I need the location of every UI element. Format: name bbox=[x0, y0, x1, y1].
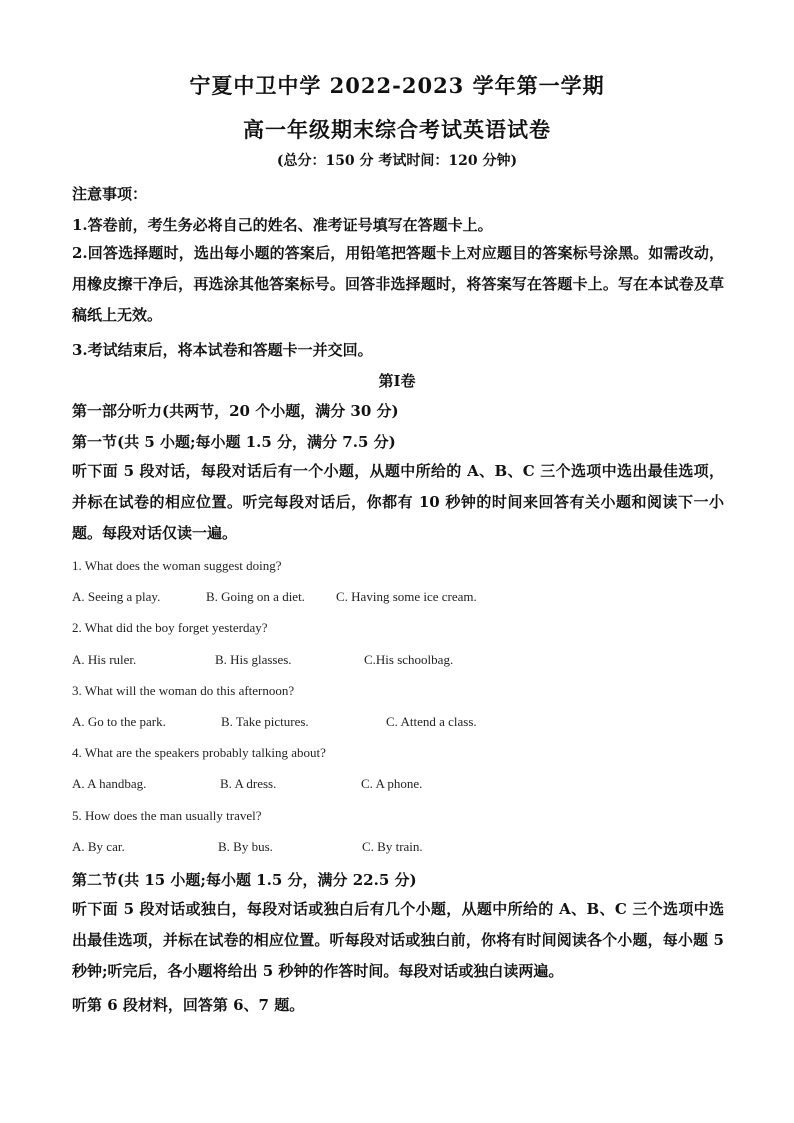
question-2-option-c: C.His schoolbag. bbox=[364, 652, 454, 667]
notes-item-3: 3.考试结束后，将本试卷和答题卡一并交回。 bbox=[72, 341, 373, 359]
section1-instructions: 听下面 5 段对话，每段对话后有一个小题，从题中所给的 A、B、C 三个选项中选出最佳选项，并标在试卷的相应位置。听完每段对话后，你都有 10 秒钟的时间来回答有关小题和阅读下一小题。每段对话仅读一遍。 bbox=[72, 462, 724, 542]
question-4-option-b: B. A dress. bbox=[220, 776, 277, 791]
exam-title-line2: 高一年级期末综合考试英语试卷 bbox=[243, 117, 551, 142]
question-4-option-c: C. A phone. bbox=[361, 776, 423, 791]
question-stem-2: 2. What did the boy forget yesterday? bbox=[72, 620, 268, 635]
question-1-option-b: B. Going on a diet. bbox=[206, 589, 305, 604]
question-stem-1: 1. What does the woman suggest doing? bbox=[72, 558, 282, 573]
question-5-option-b: B. By bus. bbox=[218, 839, 273, 854]
notes-item-1: 1.答卷前，考生务必将自己的姓名、准考证号填写在答题卡上。 bbox=[72, 216, 493, 234]
question-stem-4: 4. What are the speakers probably talking about? bbox=[72, 745, 326, 760]
exam-subtitle: (总分：150 分 考试时间：120 分钟) bbox=[276, 153, 518, 169]
question-1-option-c: C. Having some ice cream. bbox=[336, 589, 477, 604]
exam-title-line1: 宁夏中卫中学 2022-2023 学年第一学期 bbox=[189, 73, 605, 98]
question-1-option-a: A. Seeing a play. bbox=[72, 589, 161, 604]
question-2-option-b: B. His glasses. bbox=[215, 652, 292, 667]
notes-item-2: 2.回答选择题时，选出每小题的答案后，用铅笔把答题卡上对应题目的答案标号涂黑。如需改动，用橡皮擦干净后，再选涂其他答案标号。回答非选择题时，将答案写在答题卡上。写在本试卷及草稿纸上无效。 bbox=[72, 244, 724, 324]
question-5-option-c: C. By train. bbox=[362, 839, 423, 854]
question-4-option-a: A. A handbag. bbox=[72, 776, 147, 791]
notes-heading: 注意事项： bbox=[72, 185, 148, 203]
section2-instructions: 听下面 5 段对话或独白，每段对话或独白后有几个小题，从题中所给的 A、B、C 三个选项中选出最佳选项，并标在试卷的相应位置。听每段对话或独白前，你将有时间阅读各个小题，每小题 5 秒钟;听完后，各小题将给出 5 秒钟的作答时间。每段对话或独白读两遍。 bbox=[72, 900, 724, 980]
part1-heading: 第一部分听力(共两节，20 个小题，满分 30 分) bbox=[72, 402, 399, 420]
section2-heading: 第二节(共 15 小题;每小题 1.5 分，满分 22.5 分) bbox=[72, 871, 417, 889]
section1-heading: 第一节(共 5 小题;每小题 1.5 分，满分 7.5 分) bbox=[72, 433, 396, 451]
material-prompt: 听第 6 段材料，回答第 6、7 题。 bbox=[72, 996, 305, 1014]
question-3-option-a: A. Go to the park. bbox=[72, 714, 166, 729]
volume-label: 第Ⅰ卷 bbox=[378, 372, 416, 390]
question-3-option-c: C. Attend a class. bbox=[386, 714, 477, 729]
question-2-option-a: A. His ruler. bbox=[72, 652, 137, 667]
question-stem-5: 5. How does the man usually travel? bbox=[72, 808, 262, 823]
question-3-option-b: B. Take pictures. bbox=[221, 714, 309, 729]
question-stem-3: 3. What will the woman do this afternoon? bbox=[72, 683, 295, 698]
question-5-option-a: A. By car. bbox=[72, 839, 125, 854]
